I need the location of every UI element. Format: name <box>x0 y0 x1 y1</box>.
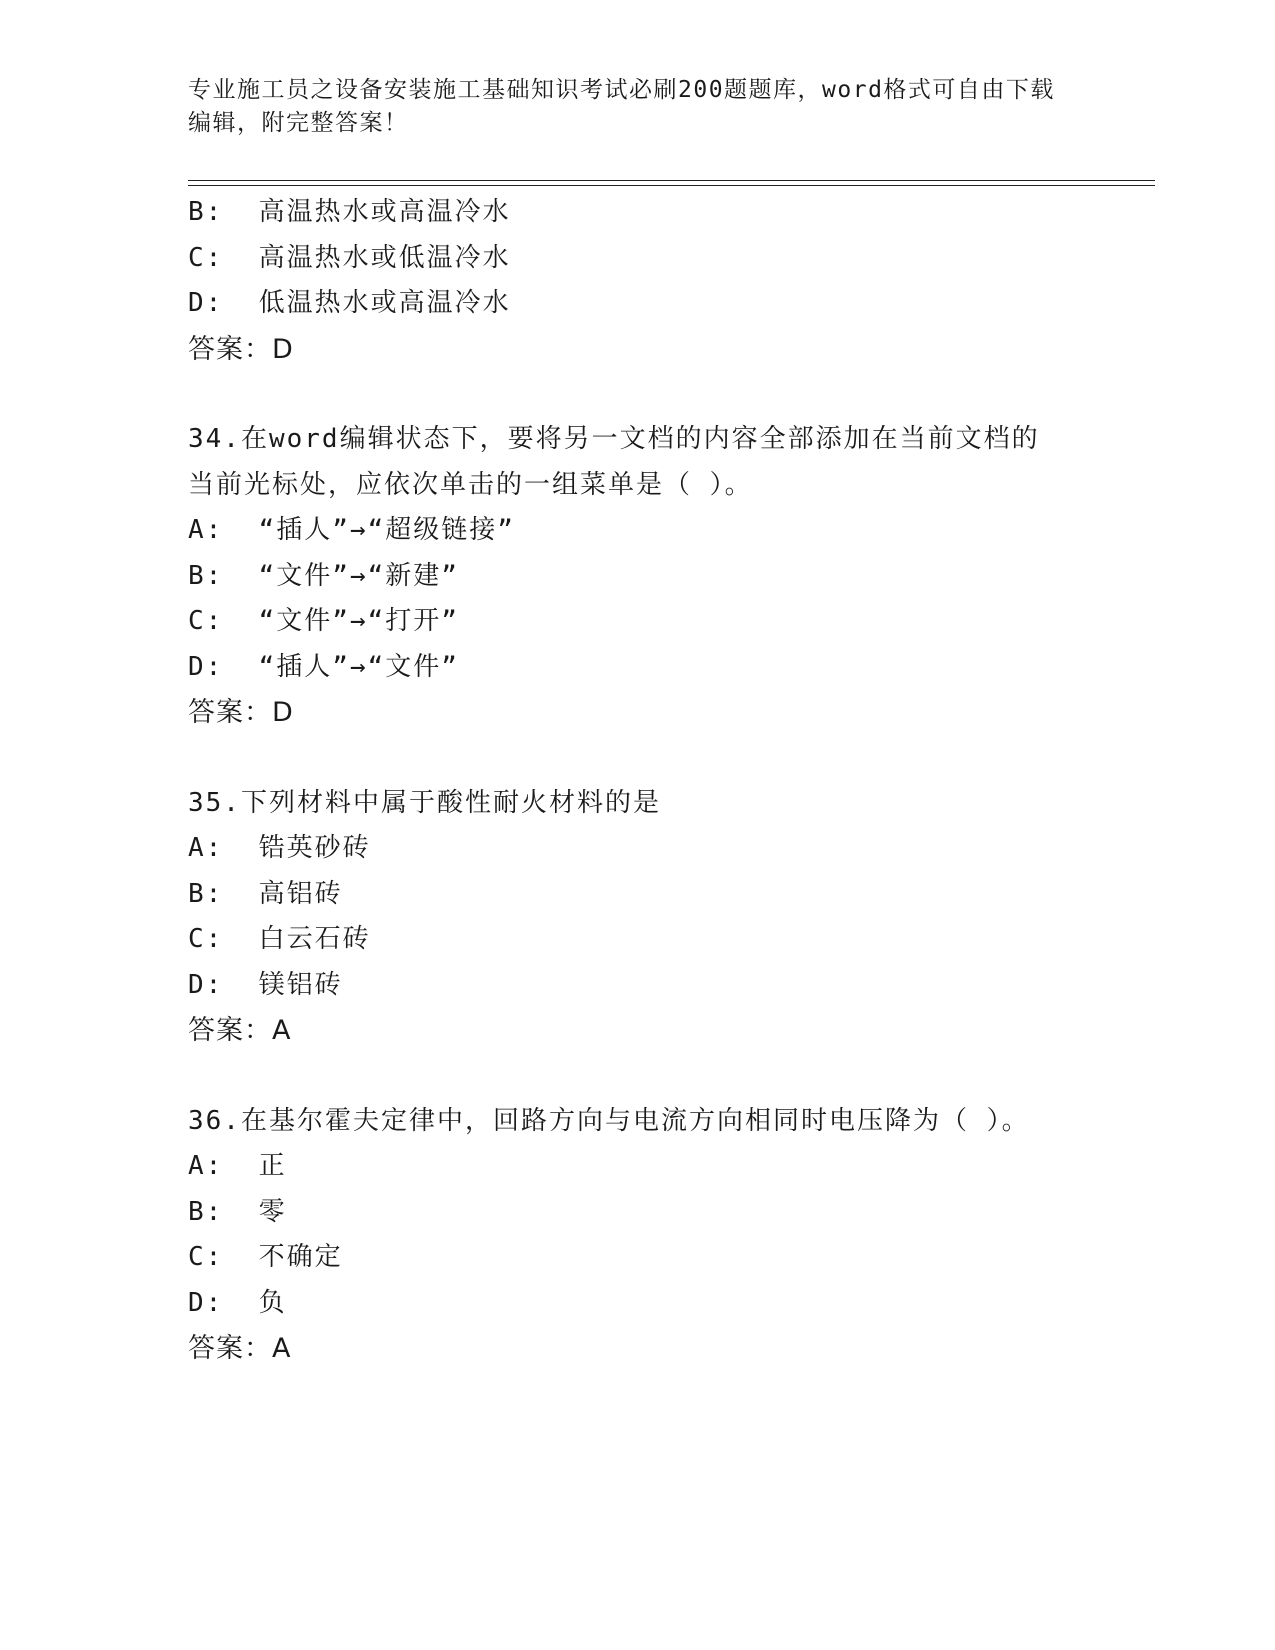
q36-answer: 答案：A <box>188 1333 292 1364</box>
spacer <box>188 1054 1148 1099</box>
q34-option-d: D: “插人”→“文件” <box>188 651 459 682</box>
q33-option-b: B: 高温热水或高温冷水 <box>188 197 511 227</box>
header-divider-bottom <box>188 185 1155 186</box>
q35-stem: 35.下列材料中属于酸性耐火材料的是 <box>188 787 661 818</box>
q34-stem-line-1: 34.在word编辑状态下，要将另一文档的内容全部添加在当前文档的 <box>188 424 1040 454</box>
question-35-block <box>188 781 1148 1054</box>
question-34-block <box>188 417 1148 736</box>
q35-option-a: A: 锆英砂砖 <box>188 833 371 863</box>
q36-option-a: A: 正 <box>188 1151 287 1181</box>
header-line-2: 编辑，附完整答案！ <box>188 110 409 136</box>
q34-stem-line-2: 当前光标处，应依次单击的一组菜单是（ ）。 <box>188 469 753 500</box>
q34-option-b: B: “文件”→“新建” <box>188 560 459 591</box>
spacer <box>188 372 1148 417</box>
question-36-block <box>188 1099 1148 1372</box>
q36-stem: 36.在基尔霍夫定律中，回路方向与电流方向相同时电压降为（ ）。 <box>188 1105 1030 1136</box>
q33-option-c: C: 高温热水或低温冷水 <box>188 242 511 273</box>
q36-option-d: D: 负 <box>188 1287 287 1318</box>
q34-option-c: C: “文件”→“打开” <box>188 606 459 636</box>
q33-answer: 答案：D <box>188 333 294 365</box>
q33-option-d: D: 低温热水或高温冷水 <box>188 288 511 318</box>
document-header <box>188 74 1088 140</box>
q35-option-d: D: 镁铝砖 <box>188 969 343 1000</box>
q35-answer: 答案：A <box>188 1015 292 1046</box>
q34-answer: 答案：D <box>188 697 294 728</box>
q36-option-b: B: 零 <box>188 1196 287 1227</box>
header-divider-top <box>188 180 1155 181</box>
q35-option-c: C: 白云石砖 <box>188 924 371 954</box>
q34-option-a: A: “插人”→“超级链接” <box>188 515 515 545</box>
header-line-1: 专业施工员之设备安装施工基础知识考试必刷200题题库，word格式可自由下载 <box>188 77 1055 103</box>
spacer <box>188 736 1148 781</box>
question-33-block <box>188 190 1148 372</box>
q36-option-c: C: 不确定 <box>188 1242 343 1272</box>
question-list <box>188 190 1148 1372</box>
q35-option-b: B: 高铝砖 <box>188 878 343 909</box>
